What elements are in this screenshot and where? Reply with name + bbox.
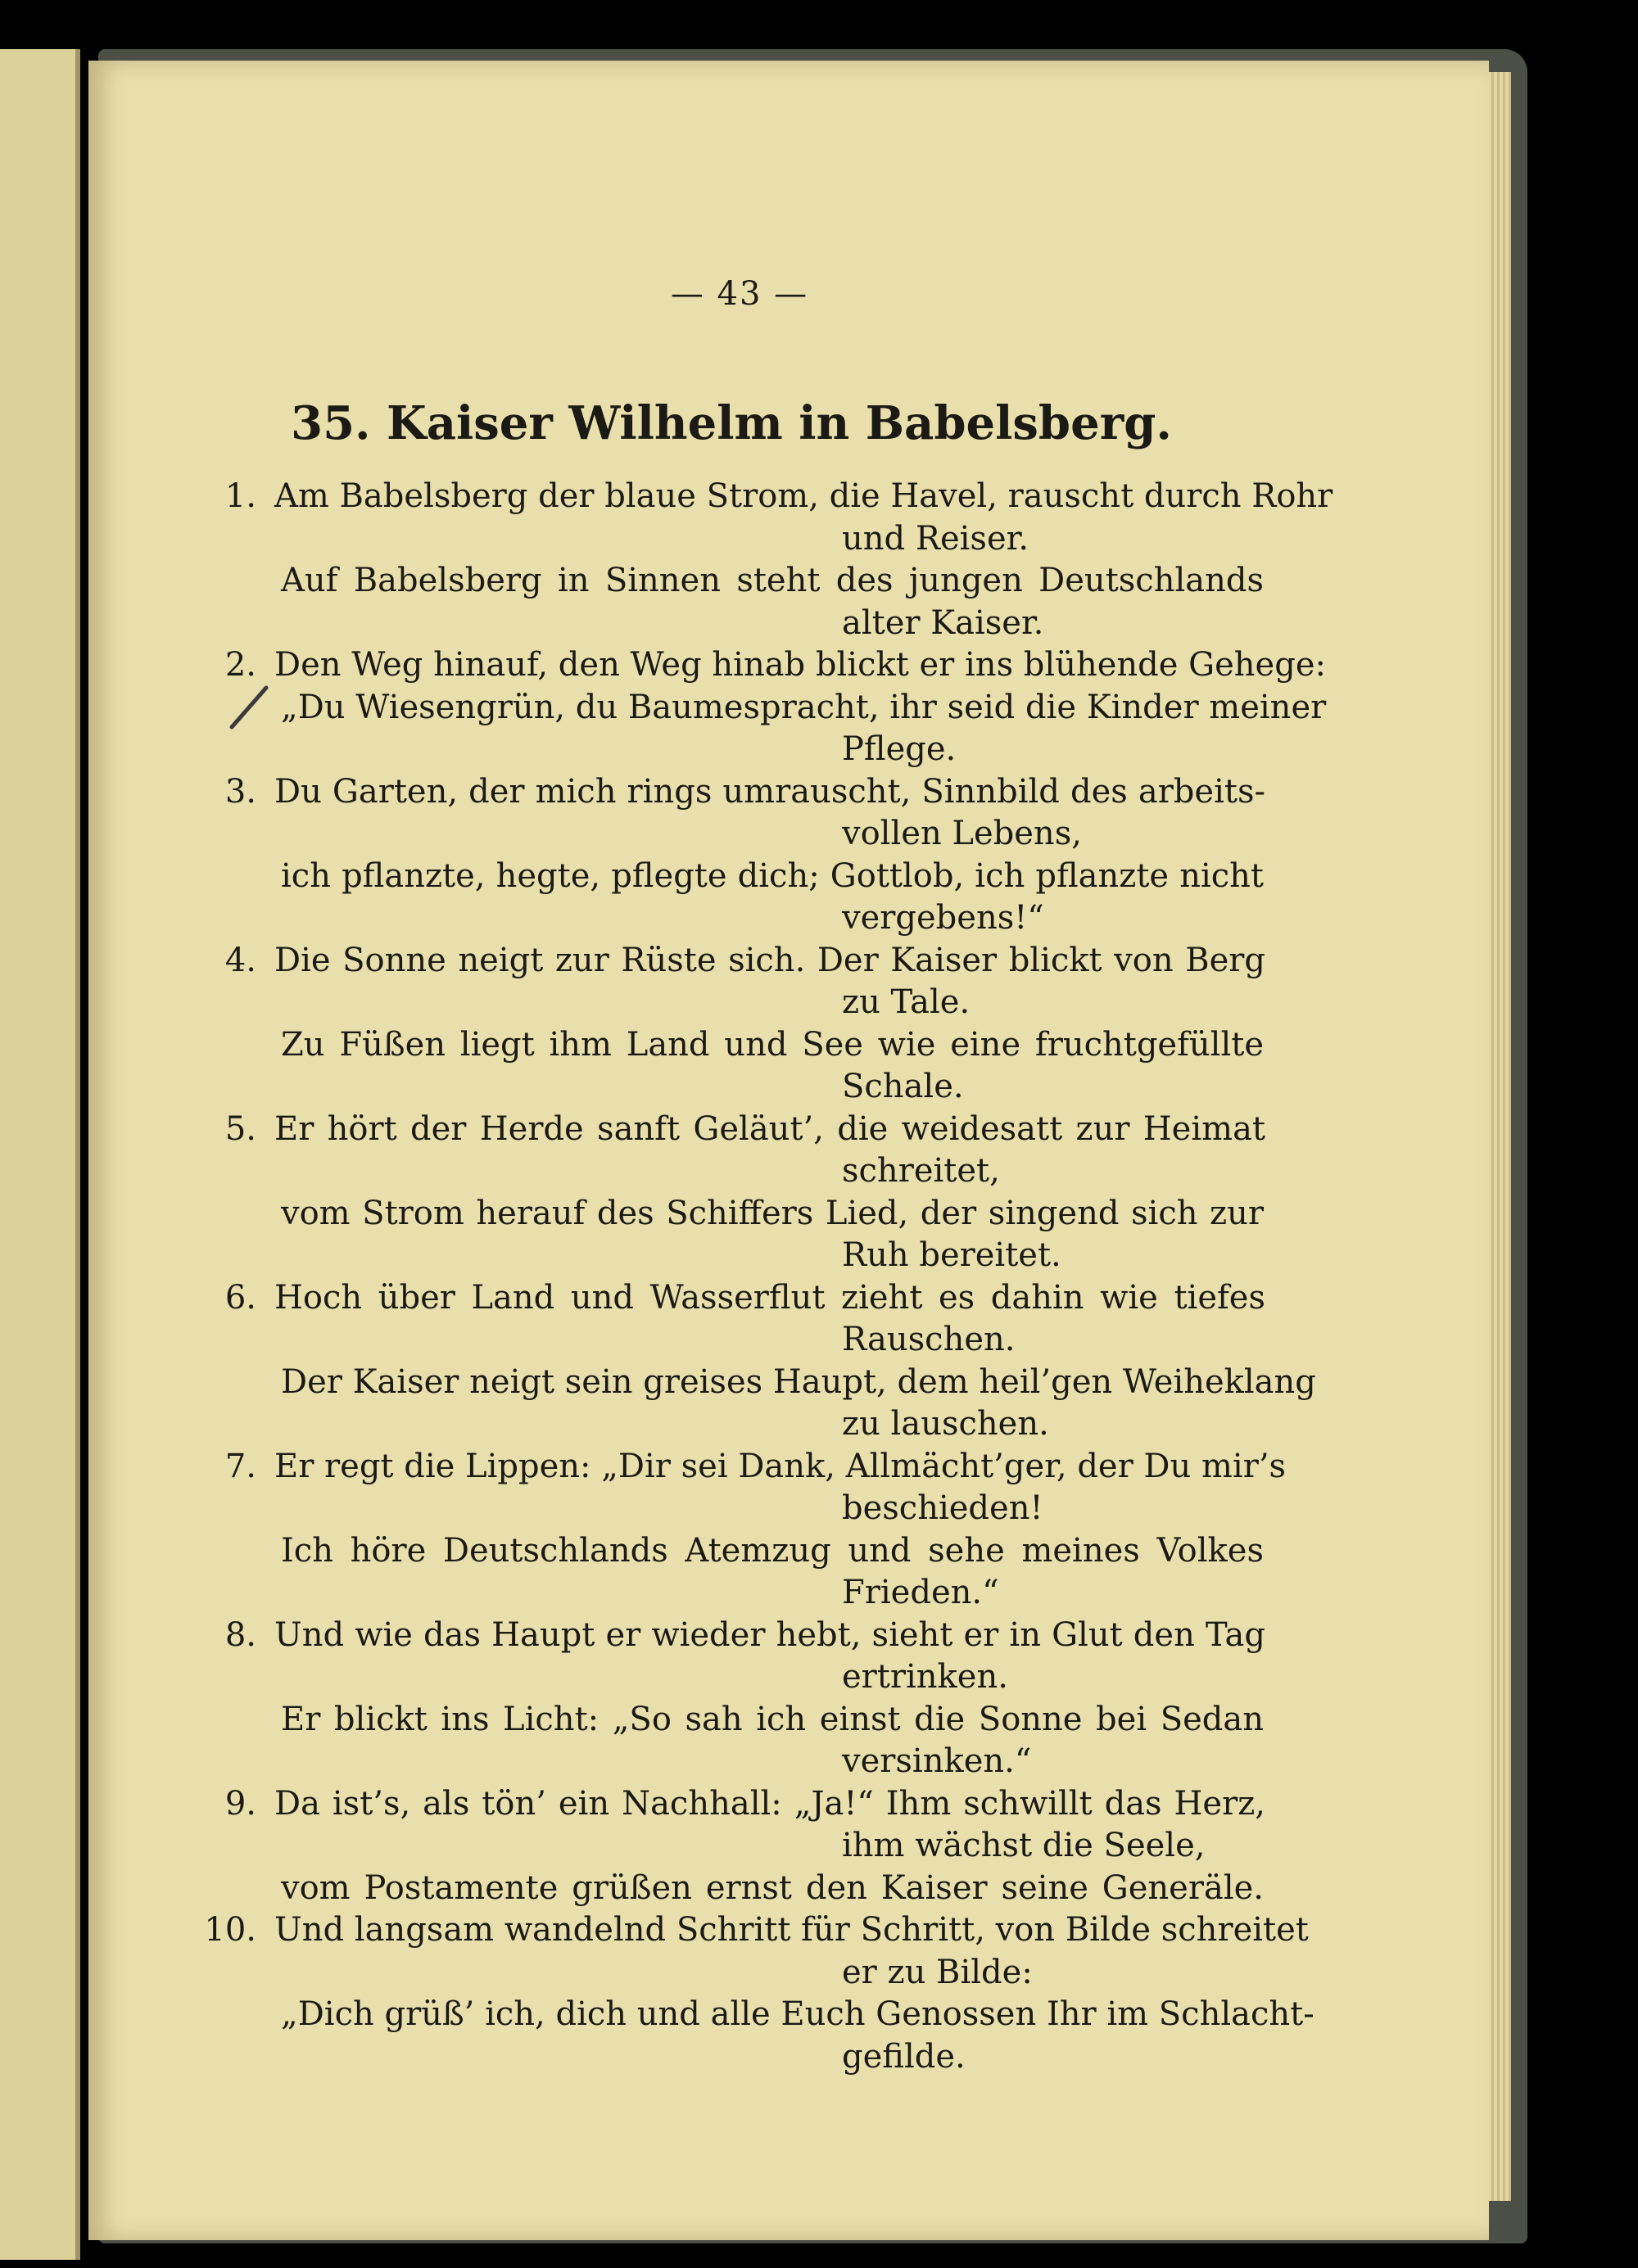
poem-line-text: schreitet, xyxy=(842,1152,1000,1190)
left-page-edge xyxy=(0,49,80,2260)
poem-line xyxy=(281,688,1327,726)
stanza-number: 6. xyxy=(224,1278,256,1317)
poem-line-text: Und langsam wandelnd Schritt für Schritt, von Bilde schreitet xyxy=(274,1911,1309,1949)
poem-line-text: Ruh bereitet. xyxy=(842,1236,1061,1274)
poem-line-text: Die Sonne neigt zur Rüste sich. Der Kaiser blickt von Berg xyxy=(274,941,1265,979)
stanza-number: 4. xyxy=(224,941,256,979)
poem-line xyxy=(224,1615,1265,1654)
poem-line-text: beschieden! xyxy=(842,1489,1043,1527)
poem-line-text: vergebens!“ xyxy=(842,899,1044,937)
poem-line xyxy=(224,772,1265,811)
poem-line-text: Da ist’s, als tön’ ein Nachhall: „Ja!“ Ihm schwillt das Herz, xyxy=(274,1784,1265,1823)
poem-line-continuation xyxy=(842,1405,1284,1443)
poem-line xyxy=(224,646,1326,684)
poem-line xyxy=(281,1362,1316,1401)
poem-line xyxy=(281,1868,1264,1907)
stanza-number: 1. xyxy=(224,477,256,515)
poem-line xyxy=(224,477,1333,515)
stanza-number: 5. xyxy=(224,1109,256,1148)
poem-line-continuation xyxy=(842,817,1284,850)
poem-line-continuation xyxy=(842,603,1284,642)
poem-line-continuation xyxy=(842,983,1284,1021)
poem-line-continuation xyxy=(842,1658,1284,1696)
poem-line-text: Der Kaiser neigt sein greises Haupt, dem heil’gen Weiheklang xyxy=(281,1362,1316,1401)
poem-line xyxy=(204,1911,1309,1949)
poem-line-continuation xyxy=(842,1070,1284,1103)
poem-line-text: vom Strom herauf des Schiffers Lied, der singend sich zur xyxy=(281,1194,1264,1232)
poem-line-continuation xyxy=(842,899,1284,937)
poem-line-continuation xyxy=(842,730,1284,768)
poem-line-text: vollen Lebens, xyxy=(842,815,1082,852)
poem-line-text: gefilde. xyxy=(842,2037,966,2076)
stanza-number: 8. xyxy=(224,1615,256,1654)
poem-line-text: Pflege. xyxy=(842,730,957,768)
poem-line-text: Und wie das Haupt er wieder hebt, sieht er in Glut den Tag xyxy=(274,1615,1265,1654)
poem-line-text: vom Postamente grüßen ernst den Kaiser seine Generäle. xyxy=(281,1868,1264,1907)
poem-line-continuation xyxy=(842,1323,1284,1356)
poem-line xyxy=(281,564,1264,597)
poem-line-text: Schale. xyxy=(842,1068,964,1105)
poem-line-text: Rauschen. xyxy=(842,1321,1016,1358)
poem-line-continuation xyxy=(842,519,1284,558)
poem-line-text: alter Kaiser. xyxy=(842,603,1044,642)
poem-line-text: Du Garten, der mich rings umrauscht, Sinnbild des arbeits- xyxy=(274,772,1265,811)
poem-line-text: „Dich grüß’ ich, dich und alle Euch Genossen Ihr im Schlacht- xyxy=(281,1995,1314,2033)
poem-line-text: ihm wächst die Seele, xyxy=(842,1827,1206,1864)
stanza-number: 3. xyxy=(224,772,256,811)
poem-line xyxy=(281,1025,1264,1064)
poem-line-text: „Du Wiesengrün, du Baumespracht, ihr seid die Kinder meiner xyxy=(281,688,1327,726)
poem-line-text: Er blickt ins Licht: „So sah ich einst die Sonne bei Sedan xyxy=(281,1700,1264,1738)
poem-line xyxy=(224,1447,1287,1485)
stanza-number: 9. xyxy=(224,1784,256,1823)
poem-line-continuation xyxy=(842,1489,1284,1527)
poem-line-continuation xyxy=(842,2037,1284,2076)
poem-line-text: Er regt die Lippen: „Dir sei Dank, Allmächt’ger, der Du mir’s xyxy=(274,1447,1287,1485)
poem-line-text: ertrinken. xyxy=(842,1658,1008,1696)
poem-line-text: Am Babelsberg der blaue Strom, die Havel, rauscht durch Rohr xyxy=(274,477,1333,515)
poem-line-text: versinken.“ xyxy=(842,1742,1032,1780)
poem-line-continuation xyxy=(842,1576,1284,1609)
poem-line xyxy=(224,1278,1265,1317)
poem-line-continuation xyxy=(842,1829,1284,1862)
poem-line-text: Frieden.“ xyxy=(842,1574,999,1611)
poem-line-continuation xyxy=(842,1742,1284,1780)
poem-line-text: zu lauschen. xyxy=(842,1405,1049,1443)
pencil-slash-mark xyxy=(224,683,273,732)
poem-line-text: Den Weg hinauf, den Weg hinab blickt er ins blühende Gehege: xyxy=(274,646,1326,684)
poem-line-text: Hoch über Land und Wasserflut zieht es dahin wie tiefes xyxy=(274,1278,1265,1317)
poem-line xyxy=(281,1995,1314,2033)
poem-title: 35. Kaiser Wilhelm in Babelsberg. xyxy=(291,396,1172,450)
poem-line xyxy=(281,1531,1264,1570)
poem-line xyxy=(224,1109,1265,1148)
poem-line xyxy=(224,1784,1265,1823)
stanza-number: 2. xyxy=(224,646,256,684)
poem-line-text: zu Tale. xyxy=(842,983,971,1021)
poem-line-text: und Reiser. xyxy=(842,519,1029,558)
poem-line-continuation xyxy=(842,1953,1284,1991)
stanza-number: 10. xyxy=(204,1911,256,1949)
poem-line-text: Zu Füßen liegt ihm Land und See wie eine fruchtgefüllte xyxy=(281,1025,1264,1064)
poem-line-text: er zu Bilde: xyxy=(842,1953,1033,1991)
poem-line-text: Auf Babelsberg in Sinnen steht des jungen Deutschlands xyxy=(281,562,1264,599)
poem-line-continuation xyxy=(842,1236,1284,1274)
poem-line xyxy=(281,1700,1264,1738)
poem-line xyxy=(281,1194,1264,1232)
stanza-number: 7. xyxy=(224,1447,256,1485)
book-page xyxy=(88,61,1489,2240)
poem-line xyxy=(281,856,1264,895)
poem-line-text: Er hört der Herde sanft Geläut’, die weidesatt zur Heimat xyxy=(274,1109,1265,1148)
page-number: — 43 — xyxy=(670,275,809,313)
poem-line-continuation xyxy=(842,1152,1284,1190)
poem-line-text: ich pflanzte, hegte, pflegte dich; Gottlob, ich pflanzte nicht xyxy=(281,856,1264,895)
poem-line-text: Ich höre Deutschlands Atemzug und sehe meines Volkes xyxy=(281,1531,1264,1570)
poem-line xyxy=(224,941,1265,979)
